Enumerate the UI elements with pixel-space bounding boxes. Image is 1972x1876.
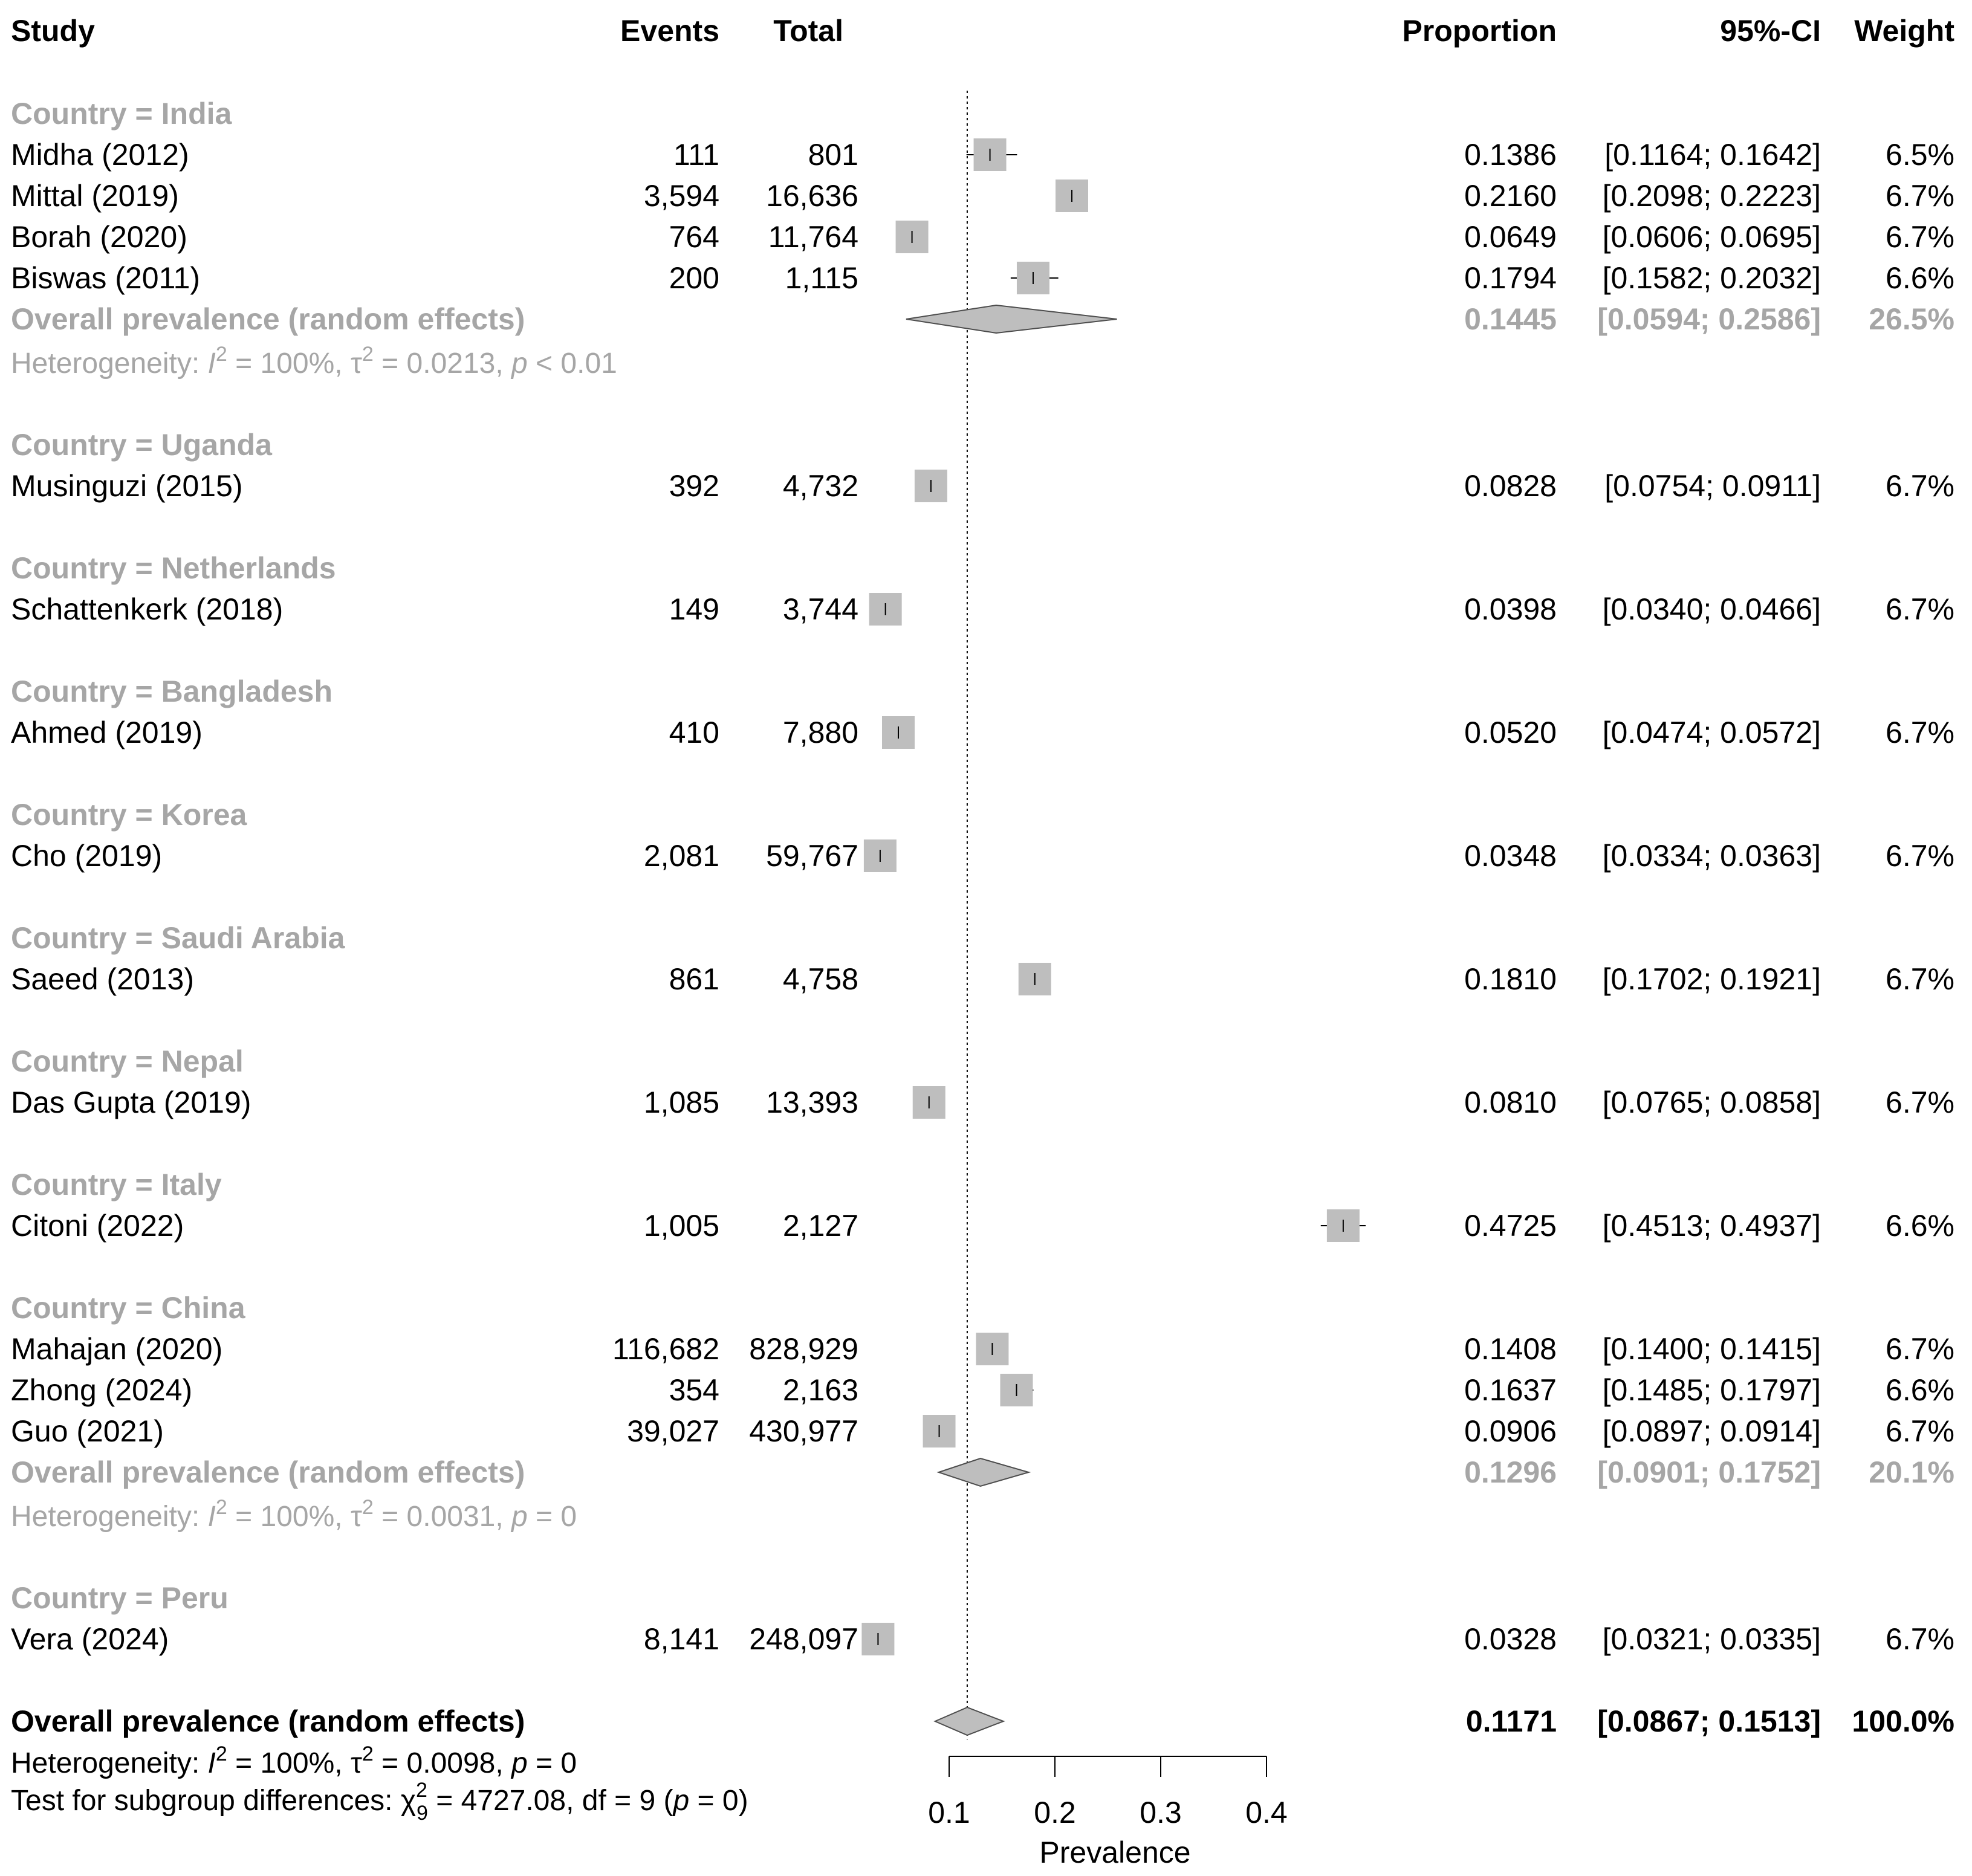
subtotal-ci: [0.0901; 0.1752] xyxy=(1597,1455,1821,1489)
subtotal-label: Overall prevalence (random effects) xyxy=(11,1455,525,1489)
study-proportion: 0.0398 xyxy=(1464,592,1557,626)
study-ci: [0.1702; 0.1921] xyxy=(1602,962,1821,996)
subgroup-label: Country = Bangladesh xyxy=(11,674,333,708)
row-study xyxy=(11,839,1954,873)
study-ci: [0.1400; 0.1415] xyxy=(1602,1332,1821,1366)
study-weight: 6.7% xyxy=(1886,962,1954,996)
study-total: 430,977 xyxy=(749,1414,858,1448)
study-events: 39,027 xyxy=(627,1414,719,1448)
study-ci: [0.1582; 0.2032] xyxy=(1602,261,1821,295)
study-weight: 6.5% xyxy=(1886,138,1954,172)
study-label: Das Gupta (2019) xyxy=(11,1085,251,1119)
subgroup-label: Country = Peru xyxy=(11,1581,229,1615)
subgroup-label: Country = India xyxy=(11,97,232,131)
study-weight: 6.7% xyxy=(1886,1414,1954,1448)
study-label: Schattenkerk (2018) xyxy=(11,592,284,626)
row-study xyxy=(11,261,1954,295)
overall-proportion: 0.1171 xyxy=(1465,1704,1557,1738)
study-proportion: 0.4725 xyxy=(1464,1209,1557,1243)
header-proportion: Proportion xyxy=(1402,14,1557,48)
row-study xyxy=(11,220,1954,254)
heterogeneity-text: Heterogeneity: $I^2 = 100\%$, $\tau^2 = 0.0213$, p < 0.01 xyxy=(11,343,617,380)
study-total: 4,732 xyxy=(782,469,858,503)
study-proportion: 0.1810 xyxy=(1464,962,1557,996)
header-row xyxy=(11,14,1954,48)
study-total: 11,764 xyxy=(768,220,858,254)
study-events: 392 xyxy=(669,469,719,503)
row-subtotal xyxy=(11,1455,1954,1489)
x-tick-label: 0.4 xyxy=(1245,1796,1288,1829)
study-ci: [0.0765; 0.0858] xyxy=(1602,1085,1821,1119)
study-label: Musinguzi (2015) xyxy=(11,469,243,503)
subtotal-proportion: 0.1445 xyxy=(1464,302,1557,336)
header-study: Study xyxy=(11,14,95,48)
row-study xyxy=(11,1622,1954,1656)
study-label: Borah (2020) xyxy=(11,220,187,254)
row-study xyxy=(11,716,1954,749)
study-label: Midha (2012) xyxy=(11,138,189,172)
study-events: 1,085 xyxy=(643,1085,719,1119)
subgroup-label: Country = China xyxy=(11,1291,245,1325)
row-study xyxy=(11,179,1954,213)
overall-label: Overall prevalence (random effects) xyxy=(11,1704,525,1738)
study-total: 59,767 xyxy=(766,839,858,873)
study-proportion: 0.0906 xyxy=(1464,1414,1557,1448)
study-ci: [0.0334; 0.0363] xyxy=(1602,839,1821,873)
study-ci: [0.0340; 0.0466] xyxy=(1602,592,1821,626)
overall-layer xyxy=(11,1704,1954,1825)
study-label: Vera (2024) xyxy=(11,1622,169,1656)
study-total: 3,744 xyxy=(782,592,858,626)
row-group xyxy=(11,1291,246,1325)
study-label: Cho (2019) xyxy=(11,839,163,873)
study-ci: [0.4513; 0.4937] xyxy=(1602,1209,1821,1243)
study-total: 2,127 xyxy=(782,1209,858,1243)
subgroup-label: Country = Netherlands xyxy=(11,551,336,585)
row-study xyxy=(11,1332,1954,1366)
study-weight: 6.6% xyxy=(1886,1209,1954,1243)
row-group xyxy=(11,1044,244,1078)
subgroup-label: Country = Nepal xyxy=(11,1044,244,1078)
study-ci: [0.1485; 0.1797] xyxy=(1602,1373,1821,1407)
study-weight: 6.7% xyxy=(1886,469,1954,503)
study-total: 4,758 xyxy=(782,962,858,996)
row-group xyxy=(11,97,233,131)
study-events: 764 xyxy=(669,220,719,254)
study-total: 7,880 xyxy=(782,716,858,749)
row-study xyxy=(11,592,1954,626)
study-label: Mahajan (2020) xyxy=(11,1332,223,1366)
x-axis-title: Prevalence xyxy=(1039,1836,1191,1869)
subtotal-weight: 20.1% xyxy=(1869,1455,1954,1489)
study-total: 801 xyxy=(808,138,858,172)
study-label: Saeed (2013) xyxy=(11,962,195,996)
study-ci: [0.0474; 0.0572] xyxy=(1602,716,1821,749)
study-proportion: 0.1408 xyxy=(1464,1332,1557,1366)
subgroup-label: Country = Italy xyxy=(11,1168,222,1202)
study-weight: 6.7% xyxy=(1886,179,1954,213)
row-study xyxy=(11,962,1954,996)
x-tick-label: 0.3 xyxy=(1140,1796,1182,1829)
study-proportion: 0.1386 xyxy=(1464,138,1557,172)
subtotal-diamond xyxy=(906,305,1117,333)
subgroup-label: Country = Saudi Arabia xyxy=(11,921,345,955)
study-label: Mittal (2019) xyxy=(11,179,179,213)
study-ci: [0.0754; 0.0911] xyxy=(1604,469,1821,503)
study-proportion: 0.2160 xyxy=(1464,179,1557,213)
row-group xyxy=(11,921,346,955)
row-study xyxy=(11,138,1954,172)
study-events: 149 xyxy=(669,592,719,626)
overall-weight: 100.0% xyxy=(1852,1704,1954,1738)
study-events: 111 xyxy=(673,138,719,172)
study-proportion: 0.0649 xyxy=(1464,220,1557,254)
study-total: 828,929 xyxy=(749,1332,858,1366)
study-events: 200 xyxy=(669,261,719,295)
study-proportion: 0.0810 xyxy=(1464,1085,1557,1119)
overall-diamond xyxy=(935,1707,1004,1735)
row-group xyxy=(11,1168,222,1202)
study-label: Guo (2021) xyxy=(11,1414,164,1448)
row-group xyxy=(11,428,273,462)
study-weight: 6.7% xyxy=(1886,220,1954,254)
study-proportion: 0.0348 xyxy=(1464,839,1557,873)
study-total: 1,115 xyxy=(785,261,858,295)
heterogeneity-text: Heterogeneity: $I^2 = 100\%$, $\tau^2 = 0.0031$, p = 0 xyxy=(11,1496,577,1533)
study-ci: [0.1164; 0.1642] xyxy=(1604,138,1821,172)
overall-ci: [0.0867; 0.1513] xyxy=(1597,1704,1821,1738)
study-total: 2,163 xyxy=(782,1373,858,1407)
row-study xyxy=(11,469,1954,503)
subtotal-ci: [0.0594; 0.2586] xyxy=(1597,302,1821,336)
study-events: 2,081 xyxy=(643,839,719,873)
subtotal-weight: 26.5% xyxy=(1869,302,1954,336)
study-weight: 6.6% xyxy=(1886,1373,1954,1407)
subtotal-label: Overall prevalence (random effects) xyxy=(11,302,525,336)
subgroup-test: Test for subgroup differences: $\chi^2$ 9 = 4727.08, df = 9 (p = 0) xyxy=(11,1779,748,1825)
row-group xyxy=(11,551,336,585)
study-weight: 6.7% xyxy=(1886,1085,1954,1119)
x-tick-label: 0.1 xyxy=(928,1796,970,1829)
row-study xyxy=(11,1414,1954,1448)
study-total: 13,393 xyxy=(766,1085,858,1119)
study-proportion: 0.0328 xyxy=(1464,1622,1557,1656)
header-events: Events xyxy=(620,14,719,48)
subtotal-proportion: 0.1296 xyxy=(1464,1455,1557,1489)
study-events: 861 xyxy=(669,962,719,996)
study-ci: [0.0897; 0.0914] xyxy=(1602,1414,1821,1448)
study-proportion: 0.1794 xyxy=(1464,261,1557,295)
row-group xyxy=(11,798,248,832)
row-study xyxy=(11,1209,1954,1243)
study-weight: 6.7% xyxy=(1886,1622,1954,1656)
study-total: 16,636 xyxy=(766,179,858,213)
study-proportion: 0.1637 xyxy=(1464,1373,1557,1407)
row-het xyxy=(11,1496,577,1533)
study-label: Biswas (2011) xyxy=(11,261,201,295)
row-study xyxy=(11,1085,1954,1119)
header-weight: Weight xyxy=(1854,14,1954,48)
study-ci: [0.0606; 0.0695] xyxy=(1602,220,1821,254)
study-proportion: 0.0828 xyxy=(1464,469,1557,503)
study-total: 248,097 xyxy=(749,1622,858,1656)
x-tick-label: 0.2 xyxy=(1034,1796,1076,1829)
study-events: 8,141 xyxy=(643,1622,719,1656)
study-label: Zhong (2024) xyxy=(11,1373,193,1407)
study-ci: [0.0321; 0.0335] xyxy=(1602,1622,1821,1656)
study-weight: 6.7% xyxy=(1886,716,1954,749)
study-proportion: 0.0520 xyxy=(1464,716,1557,749)
study-events: 410 xyxy=(669,716,719,749)
study-events: 116,682 xyxy=(612,1332,719,1366)
study-weight: 6.6% xyxy=(1886,261,1954,295)
row-het xyxy=(11,343,617,380)
overall-heterogeneity: Heterogeneity: $I^2 = 100\%$, $\tau^2 = 0.0098$, p = 0 xyxy=(11,1742,577,1779)
row-group xyxy=(11,674,332,708)
header-total: Total xyxy=(773,14,843,48)
header-ci: 95%-CI xyxy=(1720,14,1821,48)
subgroup-label: Country = Uganda xyxy=(11,428,272,462)
study-events: 354 xyxy=(669,1373,719,1407)
study-events: 3,594 xyxy=(643,179,719,213)
subgroup-label: Country = Korea xyxy=(11,798,247,832)
row-group xyxy=(11,1581,229,1615)
subtotal-diamond xyxy=(939,1458,1029,1486)
study-events: 1,005 xyxy=(643,1209,719,1243)
study-weight: 6.7% xyxy=(1886,1332,1954,1366)
study-label: Ahmed (2019) xyxy=(11,716,203,749)
row-study xyxy=(11,1373,1954,1407)
study-ci: [0.2098; 0.2223] xyxy=(1602,179,1821,213)
row-subtotal xyxy=(11,302,1954,336)
study-weight: 6.7% xyxy=(1886,592,1954,626)
rows-layer xyxy=(11,97,1954,1656)
x-axis xyxy=(928,1756,1288,1869)
study-label: Citoni (2022) xyxy=(11,1209,184,1243)
study-weight: 6.7% xyxy=(1886,839,1954,873)
